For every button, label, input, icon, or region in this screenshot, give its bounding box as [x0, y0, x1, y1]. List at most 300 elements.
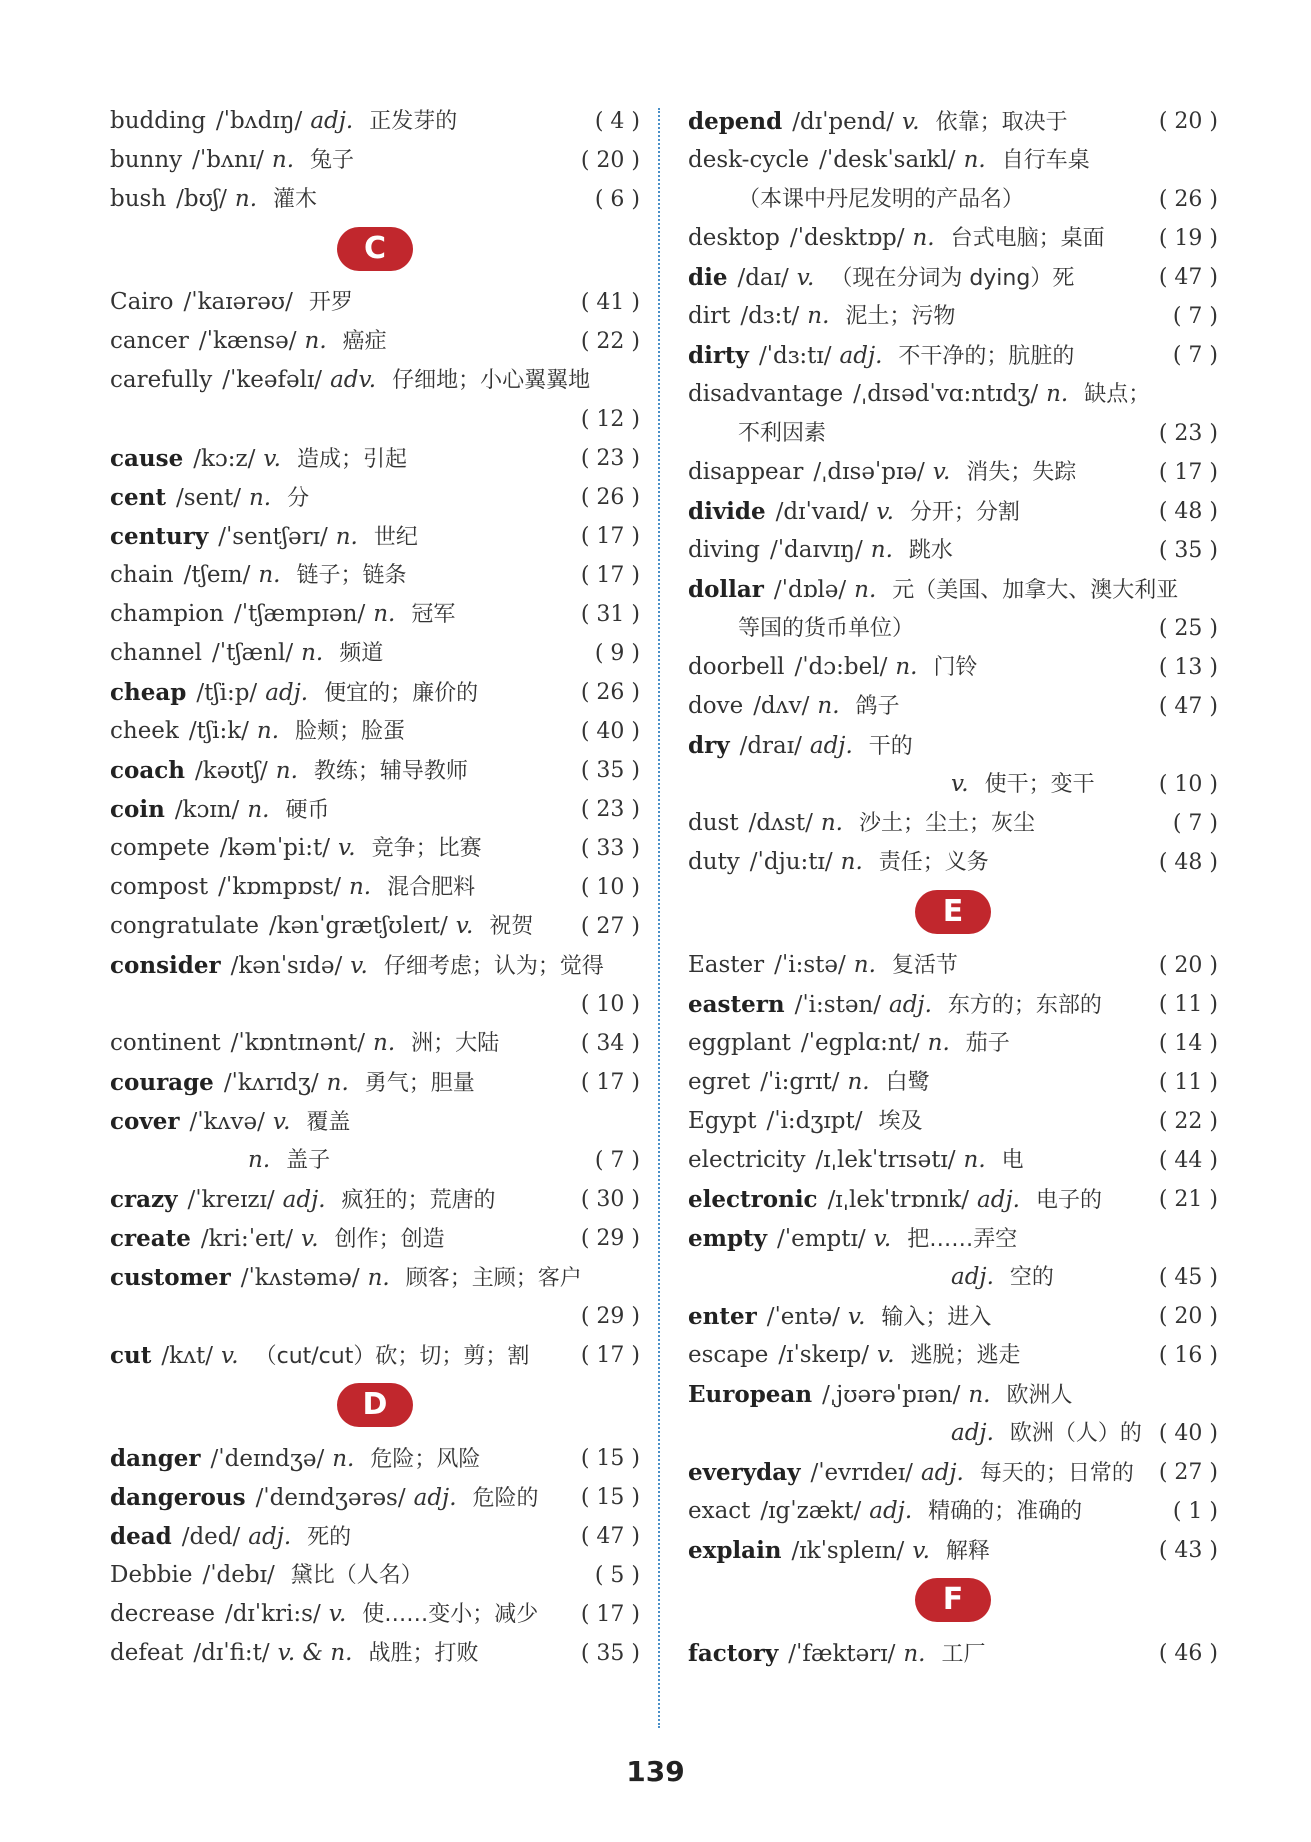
entry-meaning: 癌症: [342, 329, 387, 354]
entry-word: compost: [110, 874, 209, 900]
glossary-entry: [688, 1141, 1218, 1180]
entry-word: dust: [688, 810, 739, 836]
entry-part-of-speech: adj.: [977, 1187, 1020, 1213]
letter-section-header: [110, 1375, 640, 1439]
entry-phonetic: /ˈdebɪ/: [202, 1562, 275, 1588]
entry-phonetic: /kri:ˈeɪt/: [200, 1226, 293, 1252]
glossary-entry: [688, 1375, 1218, 1414]
entry-phonetic: /ˈbʌnɪ/: [192, 147, 264, 173]
entry-part-of-speech: adj.: [839, 343, 883, 369]
entry-meaning: 复活节: [891, 953, 958, 978]
entry-word: channel: [110, 640, 202, 666]
glossary-entry: [688, 1336, 1218, 1375]
entry-page-ref: ( 17 ): [580, 524, 640, 549]
glossary-entry: [110, 361, 640, 400]
entry-part-of-speech: v.: [873, 1226, 892, 1252]
entry-part-of-speech: v.: [272, 1109, 291, 1135]
glossary-entry: [110, 673, 640, 712]
entry-phonetic: /tʃi:k/: [188, 718, 249, 744]
entry-word: eastern: [688, 991, 785, 1018]
entry-word: Cairo: [110, 289, 174, 315]
entry-phonetic: /draɪ/: [739, 733, 802, 759]
entry-meaning: 泥土；污物: [845, 304, 956, 329]
glossary-entry: [688, 765, 1218, 804]
entry-part-of-speech: adj.: [265, 680, 309, 706]
entry-phonetic: /ˈkɒntɪnənt/: [230, 1030, 365, 1056]
entry-meaning-continued: 不利因素: [738, 421, 827, 446]
entry-part-of-speech: n.: [854, 577, 877, 603]
entry-word: bunny: [110, 147, 183, 173]
entry-part-of-speech: n.: [335, 524, 358, 550]
entry-phonetic: /dɪˈpend/: [792, 109, 895, 135]
entry-page-ref: ( 20 ): [1158, 109, 1218, 134]
glossary-entry: [110, 1024, 640, 1063]
entry-page-ref: ( 14 ): [1158, 1031, 1218, 1056]
entry-word: coach: [110, 757, 185, 784]
entry-page-ref: ( 29 ): [580, 1304, 640, 1329]
entry-page-ref: ( 17 ): [1158, 460, 1218, 485]
entry-part-of-speech: adj.: [282, 1187, 326, 1213]
glossary-column-right: [688, 102, 1218, 1673]
entry-part-of-speech: n.: [256, 718, 280, 744]
glossary-entry: [110, 829, 640, 868]
entry-meaning: 消失；失踪: [966, 460, 1077, 485]
letter-badge: C: [337, 227, 413, 271]
entry-page-ref: ( 35 ): [1158, 538, 1218, 563]
entry-word: dry: [688, 732, 730, 759]
entry-meaning: 灌木: [273, 187, 318, 212]
entry-phonetic: /ˈtʃæmpɪən/: [233, 601, 366, 627]
entry-page-ref: ( 10 ): [1158, 772, 1218, 797]
entry-meaning: 缺点；: [1084, 382, 1151, 407]
glossary-entry: [110, 517, 640, 556]
entry-word: cancer: [110, 328, 189, 354]
entry-part-of-speech: n.: [817, 693, 840, 719]
glossary-entry: [688, 1531, 1218, 1570]
entry-part-of-speech: n.: [847, 1069, 870, 1095]
entry-page-ref: ( 47 ): [1158, 694, 1218, 719]
entry-meaning: 不干净的；肮脏的: [898, 344, 1075, 369]
entry-meaning: 覆盖: [306, 1110, 351, 1135]
entry-part-of-speech: v.: [876, 1342, 895, 1368]
glossary-entry: [688, 1219, 1218, 1258]
entry-meaning: 危险的: [472, 1486, 539, 1511]
entry-word: coin: [110, 796, 165, 823]
entry-page-ref: ( 47 ): [580, 1524, 640, 1549]
entry-word: create: [110, 1225, 191, 1252]
entry-meaning: 频道: [339, 641, 384, 666]
entry-part-of-speech: n.: [373, 1030, 396, 1056]
entry-meaning: 造成；引起: [296, 447, 407, 472]
glossary-entry: [688, 609, 1218, 648]
entry-part-of-speech: adj.: [889, 992, 932, 1018]
entry-part-of-speech: adj.: [920, 1460, 964, 1486]
glossary-entry: [688, 1258, 1218, 1297]
glossary-entry: [688, 258, 1218, 297]
entry-phonetic: /ˈkʌrɪdʒ/: [223, 1070, 319, 1096]
glossary-entry: [110, 1063, 640, 1102]
entry-meaning-continued: （本课中丹尼发明的产品名）: [738, 187, 1025, 212]
glossary-entry: [110, 634, 640, 673]
entry-word: disappear: [688, 459, 804, 485]
glossary-entry: [110, 1556, 640, 1595]
entry-page-ref: ( 30 ): [580, 1187, 640, 1212]
entry-part-of-speech: adj.: [869, 1498, 913, 1524]
entry-part-of-speech: n.: [248, 1147, 271, 1173]
glossary-entry: [110, 141, 640, 180]
entry-phonetic: /daɪ/: [737, 265, 789, 291]
entry-page-ref: ( 27 ): [580, 914, 640, 939]
glossary-entry: [110, 712, 640, 751]
entry-meaning: 元（美国、加拿大、澳大利亚: [892, 578, 1179, 603]
entry-meaning: 洲；大陆: [411, 1031, 500, 1056]
entry-part-of-speech: adj.: [310, 108, 354, 134]
glossary-entry: [688, 141, 1218, 180]
entry-phonetic: /dʌv/: [753, 693, 810, 719]
entry-word: explain: [688, 1537, 782, 1564]
entry-page-ref: ( 47 ): [1158, 265, 1218, 290]
entry-phonetic: /kʌt/: [161, 1343, 214, 1369]
entry-meaning: （cut/cut）砍；切；剪；割: [254, 1344, 530, 1369]
entry-part-of-speech: n.: [367, 1265, 390, 1291]
glossary-entry: [688, 102, 1218, 141]
letter-badge: D: [337, 1383, 413, 1427]
entry-meaning: 台式电脑；桌面: [950, 226, 1105, 251]
glossary-entry: [688, 453, 1218, 492]
entry-word: enter: [688, 1303, 757, 1330]
entry-phonetic: /ˈdeɪndʒə/: [210, 1446, 325, 1472]
entry-part-of-speech: n.: [963, 147, 986, 173]
glossary-entry: [110, 478, 640, 517]
entry-page-ref: ( 45 ): [1158, 1265, 1218, 1290]
glossary-entry: [110, 556, 640, 595]
glossary-entry: [110, 790, 640, 829]
entry-word: courage: [110, 1069, 214, 1096]
entry-page-ref: ( 5 ): [594, 1563, 640, 1588]
entry-word: empty: [688, 1225, 768, 1252]
glossary-entry: [688, 1102, 1218, 1141]
entry-page-ref: ( 16 ): [1158, 1343, 1218, 1368]
entry-word: eggplant: [688, 1030, 791, 1056]
entry-word: compete: [110, 835, 210, 861]
entry-part-of-speech: n.: [895, 654, 918, 680]
entry-meaning: 竞争；比赛: [371, 836, 482, 861]
entry-phonetic: /kəmˈpi:t/: [219, 835, 330, 861]
entry-part-of-speech: v.: [876, 499, 894, 525]
entry-page-ref: ( 25 ): [1158, 616, 1218, 641]
entry-meaning: 茄子: [965, 1031, 1010, 1056]
entry-part-of-speech: n.: [820, 810, 843, 836]
entry-phonetic: /ˈdeɪndʒərəs/: [255, 1485, 406, 1511]
glossary-entry: [110, 1258, 640, 1297]
entry-meaning: 黛比（人名）: [290, 1563, 423, 1588]
glossary-entry: [110, 1219, 640, 1258]
entry-part-of-speech: n.: [271, 147, 294, 173]
glossary-entry: [110, 946, 640, 985]
entry-phonetic: /kəʊtʃ/: [194, 758, 268, 784]
entry-word: danger: [110, 1445, 201, 1472]
entry-word: European: [688, 1381, 813, 1408]
entry-word: decrease: [110, 1601, 215, 1627]
glossary-entry: [110, 1336, 640, 1375]
entry-part-of-speech: n.: [853, 952, 876, 978]
entry-meaning: 沙土；尘土；灰尘: [858, 811, 1035, 836]
glossary-entry: [110, 1180, 640, 1219]
entry-word: budding: [110, 108, 206, 134]
entry-meaning: 便宜的；廉价的: [324, 681, 479, 706]
entry-meaning: 鸽子: [855, 694, 900, 719]
entry-word: desktop: [688, 225, 780, 251]
entry-page-ref: ( 31 ): [580, 602, 640, 627]
entry-page-ref: ( 7 ): [594, 1148, 640, 1173]
glossary-entry: [110, 1478, 640, 1517]
entry-page-ref: ( 17 ): [580, 1070, 640, 1095]
entry-meaning: 白鹭: [885, 1070, 930, 1095]
entry-meaning: 正发芽的: [369, 109, 458, 134]
entry-meaning: 战胜；打败: [368, 1641, 479, 1666]
entry-meaning: 死的: [307, 1525, 352, 1550]
glossary-entry: [688, 375, 1218, 414]
entry-word: Egypt: [688, 1108, 757, 1134]
glossary-entry: [688, 1414, 1218, 1453]
entry-word: cent: [110, 484, 166, 511]
entry-part-of-speech: n.: [807, 303, 830, 329]
entry-word: dove: [688, 693, 744, 719]
entry-word: dangerous: [110, 1484, 246, 1511]
entry-part-of-speech: n.: [1046, 381, 1069, 407]
entry-part-of-speech: n.: [248, 485, 272, 511]
entry-part-of-speech: n.: [326, 1070, 349, 1096]
entry-meaning: 世纪: [373, 525, 418, 550]
entry-word: electronic: [688, 1186, 818, 1213]
entry-phonetic: /ˈsentʃərɪ/: [218, 524, 328, 550]
entry-word: egret: [688, 1069, 751, 1095]
glossary-entry: [688, 843, 1218, 882]
entry-phonetic: /ˈi:stə/: [774, 952, 846, 978]
entry-meaning: 祝贺: [489, 914, 534, 939]
entry-phonetic: /kɔ:z/: [193, 446, 256, 472]
entry-page-ref: ( 22 ): [1158, 1109, 1218, 1134]
entry-meaning: 兔子: [310, 148, 355, 173]
glossary-entry: [688, 1634, 1218, 1673]
glossary-entry: [110, 1439, 640, 1478]
entry-phonetic: /kənˈgrætʃʊleɪt/: [268, 913, 448, 939]
entry-phonetic: /ˈdɜ:tɪ/: [758, 343, 832, 369]
entry-page-ref: ( 12 ): [580, 407, 640, 432]
entry-word: doorbell: [688, 654, 785, 680]
entry-phonetic: /ˌjʊərəˈpɪən/: [822, 1382, 961, 1408]
entry-page-ref: ( 1 ): [1172, 1499, 1218, 1524]
entry-phonetic: /ˈentə/: [766, 1304, 840, 1330]
entry-word: everyday: [688, 1459, 801, 1486]
entry-page-ref: ( 40 ): [580, 719, 640, 744]
entry-meaning: 自行车桌: [1001, 148, 1090, 173]
entry-page-ref: ( 22 ): [580, 329, 640, 354]
entry-meaning: 空的: [1009, 1265, 1054, 1290]
glossary-entry: [110, 1634, 640, 1673]
entry-phonetic: /kɔɪn/: [174, 797, 240, 823]
letter-section-header: [688, 1570, 1218, 1634]
glossary-entry: [688, 687, 1218, 726]
page-number: 139: [626, 1755, 685, 1788]
entry-word: electricity: [688, 1147, 806, 1173]
glossary-entry: [110, 1517, 640, 1556]
entry-page-ref: ( 44 ): [1158, 1148, 1218, 1173]
entry-part-of-speech: n.: [870, 537, 893, 563]
entry-meaning-continued: 等国的货币单位）: [738, 616, 915, 641]
entry-part-of-speech: v.: [455, 913, 474, 939]
entry-page-ref: ( 23 ): [580, 446, 640, 471]
entry-phonetic: /ˈkʌstəmə/: [240, 1265, 360, 1291]
glossary-entry: [688, 1453, 1218, 1492]
entry-part-of-speech: n.: [247, 797, 270, 823]
entry-meaning: 硬币: [285, 798, 330, 823]
entry-word: dead: [110, 1523, 172, 1550]
entry-word: defeat: [110, 1640, 184, 1666]
entry-meaning: 开罗: [308, 290, 353, 315]
entry-page-ref: ( 26 ): [1158, 187, 1218, 212]
entry-word: dirt: [688, 303, 731, 329]
entry-part-of-speech: v.: [951, 771, 969, 797]
entry-page-ref: ( 35 ): [580, 1641, 640, 1666]
entry-page-ref: ( 29 ): [580, 1226, 640, 1251]
entry-meaning: 分开；分割: [909, 500, 1020, 525]
entry-part-of-speech: v.: [221, 1343, 239, 1369]
entry-word: disadvantage: [688, 381, 844, 407]
entry-meaning: 脸颊；脸蛋: [295, 719, 406, 744]
entry-meaning: 干的: [868, 734, 913, 759]
entry-meaning: （现在分词为 dying）死: [830, 266, 1075, 291]
entry-page-ref: ( 15 ): [580, 1485, 640, 1510]
entry-part-of-speech: v.: [847, 1304, 866, 1330]
entry-word: consider: [110, 952, 221, 979]
glossary-entry: [688, 1180, 1218, 1219]
entry-page-ref: ( 21 ): [1158, 1187, 1218, 1212]
entry-phonetic: /dʌst/: [748, 810, 813, 836]
entry-phonetic: /dɪˈfi:t/: [193, 1640, 270, 1666]
letter-section-header: [688, 882, 1218, 946]
glossary-entry: [110, 1595, 640, 1634]
entry-part-of-speech: n.: [840, 849, 863, 875]
entry-part-of-speech: adj.: [951, 1264, 994, 1290]
letter-badge: F: [915, 1578, 991, 1622]
entry-word: cheap: [110, 679, 187, 706]
entry-phonetic: /ˈkaɪərəʊ/: [183, 289, 293, 315]
entry-word: congratulate: [110, 913, 259, 939]
entry-phonetic: /ˈdeskˈsaɪkl/: [819, 147, 956, 173]
entry-part-of-speech: n.: [275, 758, 298, 784]
entry-phonetic: /ˈfæktərɪ/: [788, 1641, 896, 1667]
entry-page-ref: ( 9 ): [594, 641, 640, 666]
entry-meaning: 链子；链条: [296, 563, 407, 588]
letter-section-header: [110, 219, 640, 283]
entry-phonetic: /ˈevrɪdeɪ/: [810, 1460, 913, 1486]
entry-phonetic: /ɪˈskeɪp/: [778, 1342, 869, 1368]
glossary-entry: [688, 336, 1218, 375]
entry-phonetic: /ˈkʌvə/: [189, 1109, 265, 1135]
glossary-entry: [110, 439, 640, 478]
entry-page-ref: ( 7 ): [1172, 304, 1218, 329]
entry-meaning: 输入；进入: [881, 1305, 992, 1330]
entry-meaning: 依靠；取决于: [935, 110, 1068, 135]
glossary-entry: [688, 570, 1218, 609]
glossary-entry: [688, 726, 1218, 765]
entry-part-of-speech: n.: [903, 1641, 926, 1667]
entry-meaning: 欧洲人: [1006, 1383, 1073, 1408]
glossary-entry: [688, 804, 1218, 843]
entry-phonetic: /ˈdɒlə/: [773, 577, 847, 603]
glossary-entry: [688, 219, 1218, 258]
entry-phonetic: /ˈkænsə/: [198, 328, 297, 354]
entry-part-of-speech: n.: [927, 1030, 950, 1056]
entry-part-of-speech: n.: [968, 1382, 991, 1408]
entry-word: bush: [110, 186, 167, 212]
entry-word: cut: [110, 1342, 152, 1369]
entry-phonetic: /bʊʃ/: [176, 186, 227, 212]
glossary-entry: [110, 322, 640, 361]
glossary-entry: [688, 1024, 1218, 1063]
entry-word: cheek: [110, 718, 179, 744]
entry-page-ref: ( 19 ): [1158, 226, 1218, 251]
entry-part-of-speech: v.: [328, 1601, 347, 1627]
entry-part-of-speech: v.: [263, 446, 281, 472]
glossary-entry: [110, 751, 640, 790]
entry-word: exact: [688, 1498, 751, 1524]
entry-page-ref: ( 20 ): [1158, 953, 1218, 978]
entry-meaning: 欧洲（人）的: [1009, 1421, 1142, 1446]
entry-part-of-speech: n.: [304, 328, 327, 354]
entry-part-of-speech: v.: [301, 1226, 319, 1252]
entry-part-of-speech: adv.: [330, 367, 377, 393]
entry-meaning: 危险；风险: [370, 1447, 481, 1472]
entry-page-ref: ( 11 ): [1158, 992, 1218, 1017]
entry-phonetic: /ˈdesktɒp/: [789, 225, 905, 251]
entry-phonetic: /ˈdaɪvɪŋ/: [769, 537, 863, 563]
entry-word: century: [110, 523, 209, 550]
entry-phonetic: /dɪˈkri:s/: [224, 1601, 321, 1627]
glossary-entry: [688, 414, 1218, 453]
entry-meaning: 每天的；日常的: [979, 1461, 1134, 1486]
entry-meaning: 使干；变干: [984, 772, 1095, 797]
entry-word: continent: [110, 1030, 221, 1056]
entry-page-ref: ( 10 ): [580, 992, 640, 1017]
entry-meaning: 使……变小；减少: [362, 1602, 539, 1627]
entry-word: Easter: [688, 952, 765, 978]
glossary-entry: [110, 595, 640, 634]
entry-part-of-speech: adj.: [413, 1485, 457, 1511]
entry-meaning: 冠军: [411, 602, 456, 627]
entry-phonetic: /ˈdɔ:bel/: [794, 654, 888, 680]
entry-phonetic: /ɪgˈzækt/: [760, 1498, 862, 1524]
entry-word: customer: [110, 1264, 231, 1291]
entry-page-ref: ( 35 ): [580, 758, 640, 783]
entry-meaning: 顾客；主顾；客户: [405, 1266, 582, 1291]
entry-meaning: 把……弄空: [907, 1227, 1018, 1252]
glossary-entry: [688, 648, 1218, 687]
entry-part-of-speech: n.: [234, 186, 258, 212]
entry-part-of-speech: n.: [301, 640, 324, 666]
entry-meaning: 东方的；东部的: [947, 993, 1102, 1018]
glossary-entry: [110, 1297, 640, 1336]
entry-word: Debbie: [110, 1562, 193, 1588]
entry-word: diving: [688, 537, 760, 563]
entry-phonetic: /ˈkɒmpɒst/: [218, 874, 341, 900]
entry-phonetic: /tʃi:p/: [196, 680, 258, 706]
entry-part-of-speech: v.: [902, 109, 920, 135]
entry-page-ref: ( 46 ): [1158, 1641, 1218, 1666]
entry-page-ref: ( 20 ): [580, 148, 640, 173]
entry-meaning: 埃及: [878, 1109, 923, 1134]
